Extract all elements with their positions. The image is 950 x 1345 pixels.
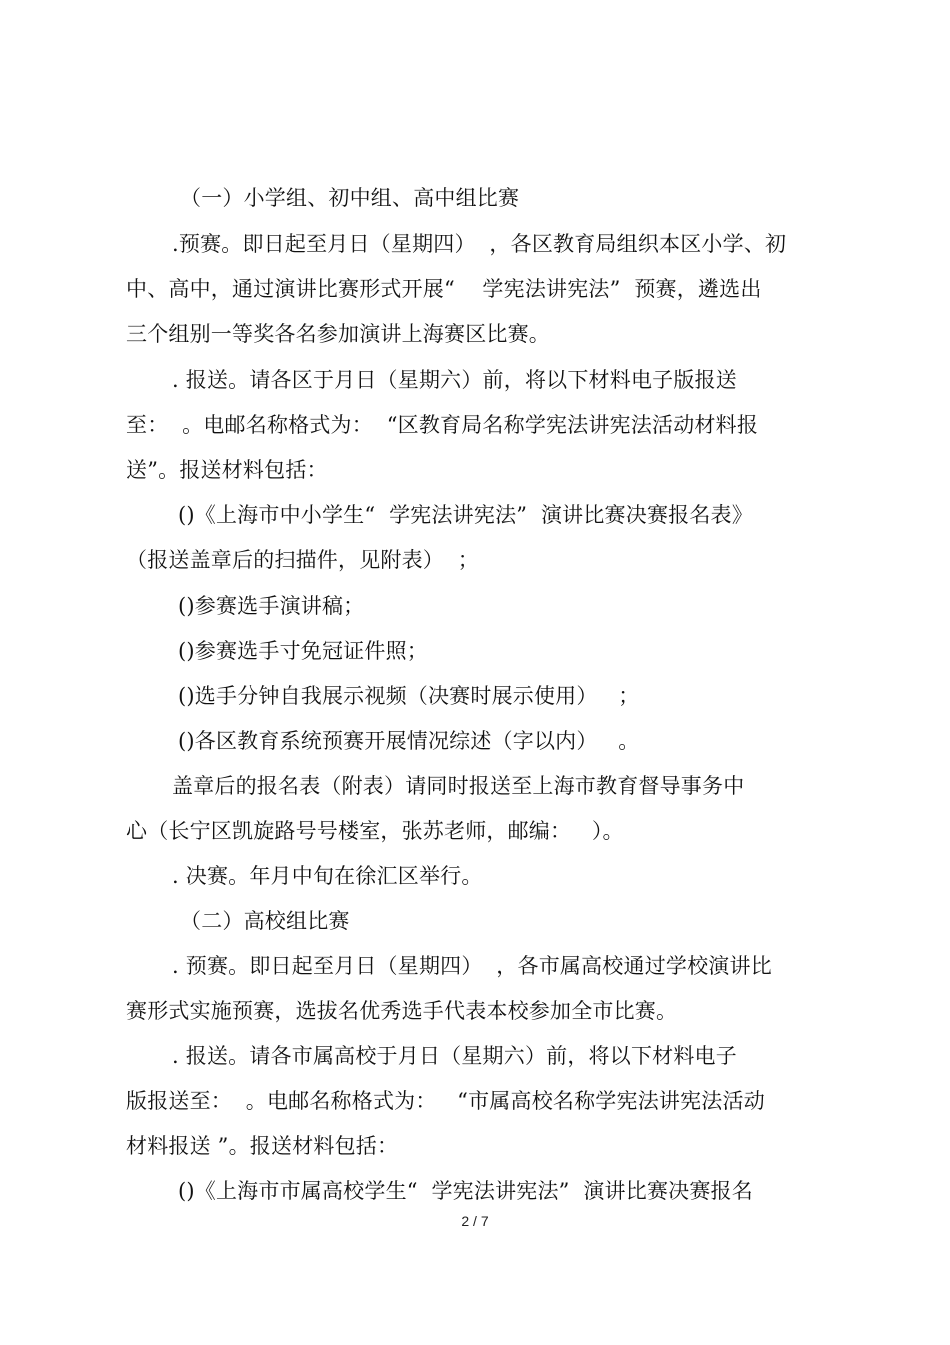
paragraph-line: 版报送至： 。电邮名称格式为： “市属高校名称学宪法讲宪法活动 — [126, 1089, 765, 1113]
paragraph-line: 中、高中，通过演讲比赛形式开展“ 学宪法讲宪法” 预赛，遴选出 — [126, 277, 762, 301]
paragraph-line: . 报送。请各区于月日（星期六）前，将以下材料电子版报送 — [172, 368, 737, 392]
paragraph-line: 赛形式实施预赛，选拔名优秀选手代表本校参加全市比赛。 — [126, 999, 678, 1023]
list-item: ()《上海市市属高校学生“ 学宪法讲宪法” 演讲比赛决赛报名 — [178, 1179, 753, 1203]
list-item: ()各区教育系统预赛开展情况综述（字以内） 。 — [178, 729, 640, 753]
paragraph-line: . 决赛。年月中旬在徐汇区举行。 — [172, 864, 483, 888]
list-item: ()选手分钟自我展示视频（决赛时展示使用） ； — [178, 684, 640, 708]
list-item: ()参赛选手寸免冠证件照； — [178, 639, 428, 663]
paragraph-line: . 报送。请各市属高校于月日（星期六）前，将以下材料电子 — [172, 1044, 737, 1068]
section-heading-2: （二）高校组比赛 — [180, 909, 350, 933]
paragraph-line: 盖章后的报名表（附表）请同时报送至上海市教育督导事务中 — [172, 774, 745, 798]
paragraph-line: （报送盖章后的扫描件，见附表） ； — [126, 548, 479, 572]
paragraph-line: 送”。报送材料包括： — [126, 458, 328, 482]
paragraph-line: 三个组别一等奖各名参加演讲上海赛区比赛。 — [126, 322, 550, 346]
paragraph-line: .预赛。即日起至月日（星期四） ，各区教育局组织本区小学、初 — [172, 232, 787, 256]
list-item: ()参赛选手演讲稿； — [178, 594, 365, 618]
paragraph-line: 心（长宁区凯旋路号号楼室，张苏老师，邮编： ）。 — [126, 819, 624, 843]
paragraph-line: . 预赛。即日起至月日（星期四） ，各市属高校通过学校演讲比 — [172, 954, 772, 978]
paragraph-line: 材料报送 ”。报送材料包括： — [126, 1134, 399, 1158]
list-item: ()《上海市中小学生“ 学宪法讲宪法” 演讲比赛决赛报名表》 — [178, 503, 753, 527]
paragraph-line: 至： 。电邮名称格式为： “区教育局名称学宪法讲宪法活动材料报 — [126, 413, 759, 437]
page-number: 2 / 7 — [461, 1213, 489, 1229]
section-heading-1: （一）小学组、初中组、高中组比赛 — [180, 186, 520, 210]
